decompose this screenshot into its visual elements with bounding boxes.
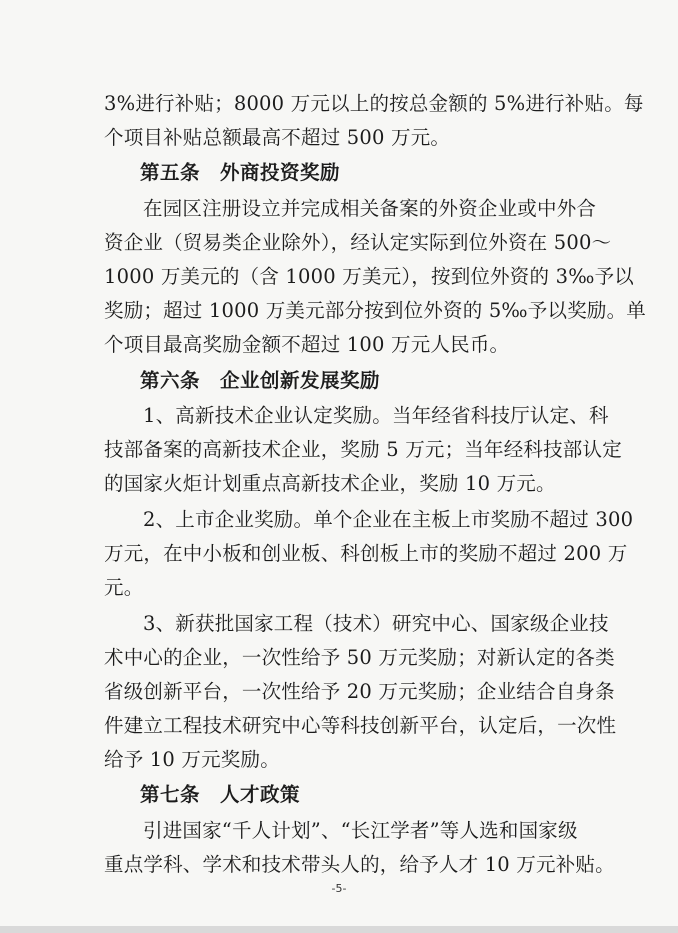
paragraph-line: 在园区注册设立并完成相关备案的外资企业或中外合 xyxy=(143,197,597,220)
paragraph-line: 省级创新平台，一次性给予 20 万元奖励；企业结合自身条 xyxy=(104,680,615,703)
paragraph-line: 万元，在中小板和创业板、科创板上市的奖励不超过 200 万 xyxy=(104,542,628,565)
paragraph-line: 个项目补贴总额最高不超过 500 万元。 xyxy=(104,126,451,149)
scan-bottom-edge xyxy=(0,926,678,933)
paragraph-line: 奖励；超过 1000 万美元部分按到位外资的 5‰予以奖励。单 xyxy=(104,299,646,322)
paragraph-line: 个项目最高奖励金额不超过 100 万元人民币。 xyxy=(104,333,510,356)
paragraph-line: 件建立工程技术研究中心等科技创新平台，认定后，一次性 xyxy=(104,714,617,737)
page-number: -5- xyxy=(331,882,347,895)
paragraph-line: 资企业（贸易类企业除外），经认定实际到位外资在 500～ xyxy=(104,231,612,254)
article-7-heading: 第七条 人才政策 xyxy=(140,783,301,806)
article-5-heading: 第五条 外商投资奖励 xyxy=(140,161,341,184)
paragraph-line: 3、新获批国家工程（技术）研究中心、国家级企业技 xyxy=(143,612,609,635)
paragraph-line: 3%进行补贴；8000 万元以上的按总金额的 5%进行补贴。每 xyxy=(104,92,644,115)
paragraph-line: 元。 xyxy=(104,576,144,599)
paragraph-line: 引进国家“千人计划”、“长江学者”等人选和国家级 xyxy=(143,819,578,842)
paragraph-line: 给予 10 万元奖励。 xyxy=(104,748,280,771)
paragraph-line: 技部备案的高新技术企业，奖励 5 万元；当年经科技部认定 xyxy=(104,438,622,461)
paragraph-line: 重点学科、学术和技术带头人的，给予人才 10 万元补贴。 xyxy=(104,853,615,876)
paragraph-line: 2、上市企业奖励。单个企业在主板上市奖励不超过 300 xyxy=(143,508,634,531)
article-6-heading: 第六条 企业创新发展奖励 xyxy=(140,369,381,392)
paragraph-line: 的国家火炬计划重点高新技术企业，奖励 10 万元。 xyxy=(104,472,556,495)
paragraph-line: 1000 万美元的（含 1000 万美元），按到位外资的 3‰予以 xyxy=(104,265,634,288)
paragraph-line: 1、高新技术企业认定奖励。当年经省科技厅认定、科 xyxy=(143,404,609,427)
paragraph-line: 术中心的企业，一次性给予 50 万元奖励；对新认定的各类 xyxy=(104,646,615,669)
